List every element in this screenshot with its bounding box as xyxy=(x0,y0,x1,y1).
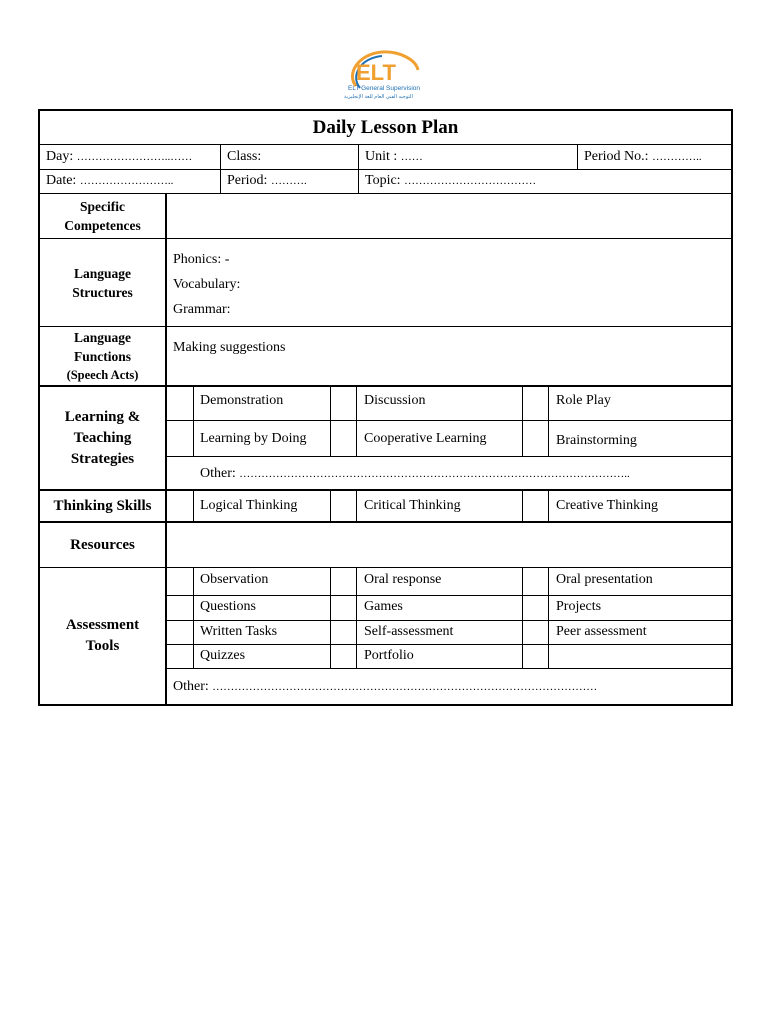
logo-arabic: التوجيه الفني العام للغة الإنجليزية xyxy=(344,94,413,100)
checkbox-oral-response[interactable] xyxy=(331,568,356,595)
vocabulary-field[interactable]: Vocabulary: xyxy=(173,277,241,292)
topic-dots: ……………………………… xyxy=(404,175,537,187)
checkbox-brainstorming[interactable] xyxy=(523,421,548,456)
option-observation: Observation xyxy=(200,572,269,587)
day-field[interactable] xyxy=(46,149,192,165)
day-dots: ……………………..…… xyxy=(76,151,193,163)
option-oral-response: Oral response xyxy=(364,572,442,587)
grammar-field[interactable]: Grammar: xyxy=(173,302,231,317)
checkbox-cooperative-learning[interactable] xyxy=(331,421,356,456)
checkbox-learning-by-doing[interactable] xyxy=(167,421,193,456)
period-no-label: Period No.: xyxy=(584,149,649,164)
option-portfolio: Portfolio xyxy=(364,648,414,663)
checkbox-logical-thinking[interactable] xyxy=(167,491,193,521)
checkbox-role-play[interactable] xyxy=(523,387,548,420)
period-label: Period: xyxy=(227,173,268,188)
resources-label: Resources xyxy=(70,536,135,553)
option-learning-by-doing: Learning by Doing xyxy=(200,431,307,446)
option-oral-presentation: Oral presentation xyxy=(556,572,653,587)
option-logical-thinking: Logical Thinking xyxy=(200,498,298,513)
option-quizzes: Quizzes xyxy=(200,648,246,663)
checkbox-critical-thinking[interactable] xyxy=(331,491,356,521)
thinking-skills-label: Thinking Skills xyxy=(53,497,152,514)
period-no-field[interactable] xyxy=(584,149,702,165)
strategies-label: Learning & Teaching Strategies xyxy=(64,408,141,467)
logo-text: ELT xyxy=(356,60,396,85)
checkbox-questions[interactable] xyxy=(167,596,193,620)
elt-logo xyxy=(338,46,428,102)
class-field[interactable] xyxy=(227,149,261,165)
option-cooperative-learning: Cooperative Learning xyxy=(364,431,487,446)
unit-label: Unit : xyxy=(365,149,398,164)
lesson-plan-table xyxy=(38,109,733,706)
resources-field[interactable] xyxy=(167,523,731,567)
language-functions-value[interactable]: Making suggestions xyxy=(173,340,286,355)
date-field[interactable] xyxy=(46,173,173,189)
class-label: Class: xyxy=(227,149,262,164)
option-peer-assessment: Peer assessment xyxy=(556,624,647,639)
unit-field[interactable] xyxy=(365,149,423,165)
option-discussion: Discussion xyxy=(364,393,426,408)
option-written-tasks: Written Tasks xyxy=(200,624,278,639)
date-dots: …………………….. xyxy=(79,175,174,187)
assessment-other-label: Other: xyxy=(173,679,209,694)
date-label: Date: xyxy=(46,173,77,188)
day-label: Day: xyxy=(46,149,74,164)
checkbox-portfolio[interactable] xyxy=(331,645,356,668)
specific-competences-field[interactable] xyxy=(167,194,731,238)
checkbox-demonstration[interactable] xyxy=(167,387,193,420)
option-brainstorming: Brainstorming xyxy=(556,433,637,448)
phonics-field[interactable]: Phonics: - xyxy=(173,252,230,267)
option-critical-thinking: Critical Thinking xyxy=(364,498,461,513)
specific-competences-label: Specific Competences xyxy=(64,199,141,233)
period-no-dots: ………….. xyxy=(652,151,702,163)
checkbox-observation[interactable] xyxy=(167,568,193,595)
option-projects: Projects xyxy=(556,599,602,614)
option-self-assessment: Self-assessment xyxy=(364,624,454,639)
logo-subtitle: ELT General Supervision xyxy=(348,85,421,92)
option-demonstration: Demonstration xyxy=(200,393,284,408)
checkbox-discussion[interactable] xyxy=(331,387,356,420)
unit-dots: …… xyxy=(400,151,423,163)
assessment-other-dots: …………………………………………………………………………………………… xyxy=(212,681,598,693)
strategies-other-label: Other: xyxy=(200,466,236,481)
checkbox-oral-presentation[interactable] xyxy=(523,568,548,595)
checkbox-creative-thinking[interactable] xyxy=(523,491,548,521)
topic-label: Topic: xyxy=(365,173,401,188)
checkbox-projects[interactable] xyxy=(523,596,548,620)
option-role-play: Role Play xyxy=(556,393,611,408)
checkbox-quizzes[interactable] xyxy=(167,645,193,668)
checkbox-self-assessment[interactable] xyxy=(331,621,356,644)
language-structures-label: Language Structures xyxy=(72,265,133,300)
checkbox-written-tasks[interactable] xyxy=(167,621,193,644)
checkbox-peer-assessment[interactable] xyxy=(523,621,548,644)
page-title: Daily Lesson Plan xyxy=(312,117,459,138)
option-questions: Questions xyxy=(200,599,256,614)
topic-field[interactable] xyxy=(365,173,536,189)
assessment-other-field[interactable] xyxy=(173,679,597,695)
period-field[interactable] xyxy=(227,173,307,189)
language-functions-label: Language Functions (Speech Acts) xyxy=(66,329,139,382)
assessment-tools-label: Assessment Tools xyxy=(65,617,140,654)
period-dots: ………. xyxy=(270,175,307,187)
checkbox-games[interactable] xyxy=(331,596,356,620)
checkbox-empty[interactable] xyxy=(523,645,548,668)
strategies-other-dots: …………………………………………………………………………………………….. xyxy=(239,468,630,480)
option-games: Games xyxy=(364,599,403,614)
strategies-other-field[interactable] xyxy=(200,466,630,482)
option-creative-thinking: Creative Thinking xyxy=(556,498,658,513)
